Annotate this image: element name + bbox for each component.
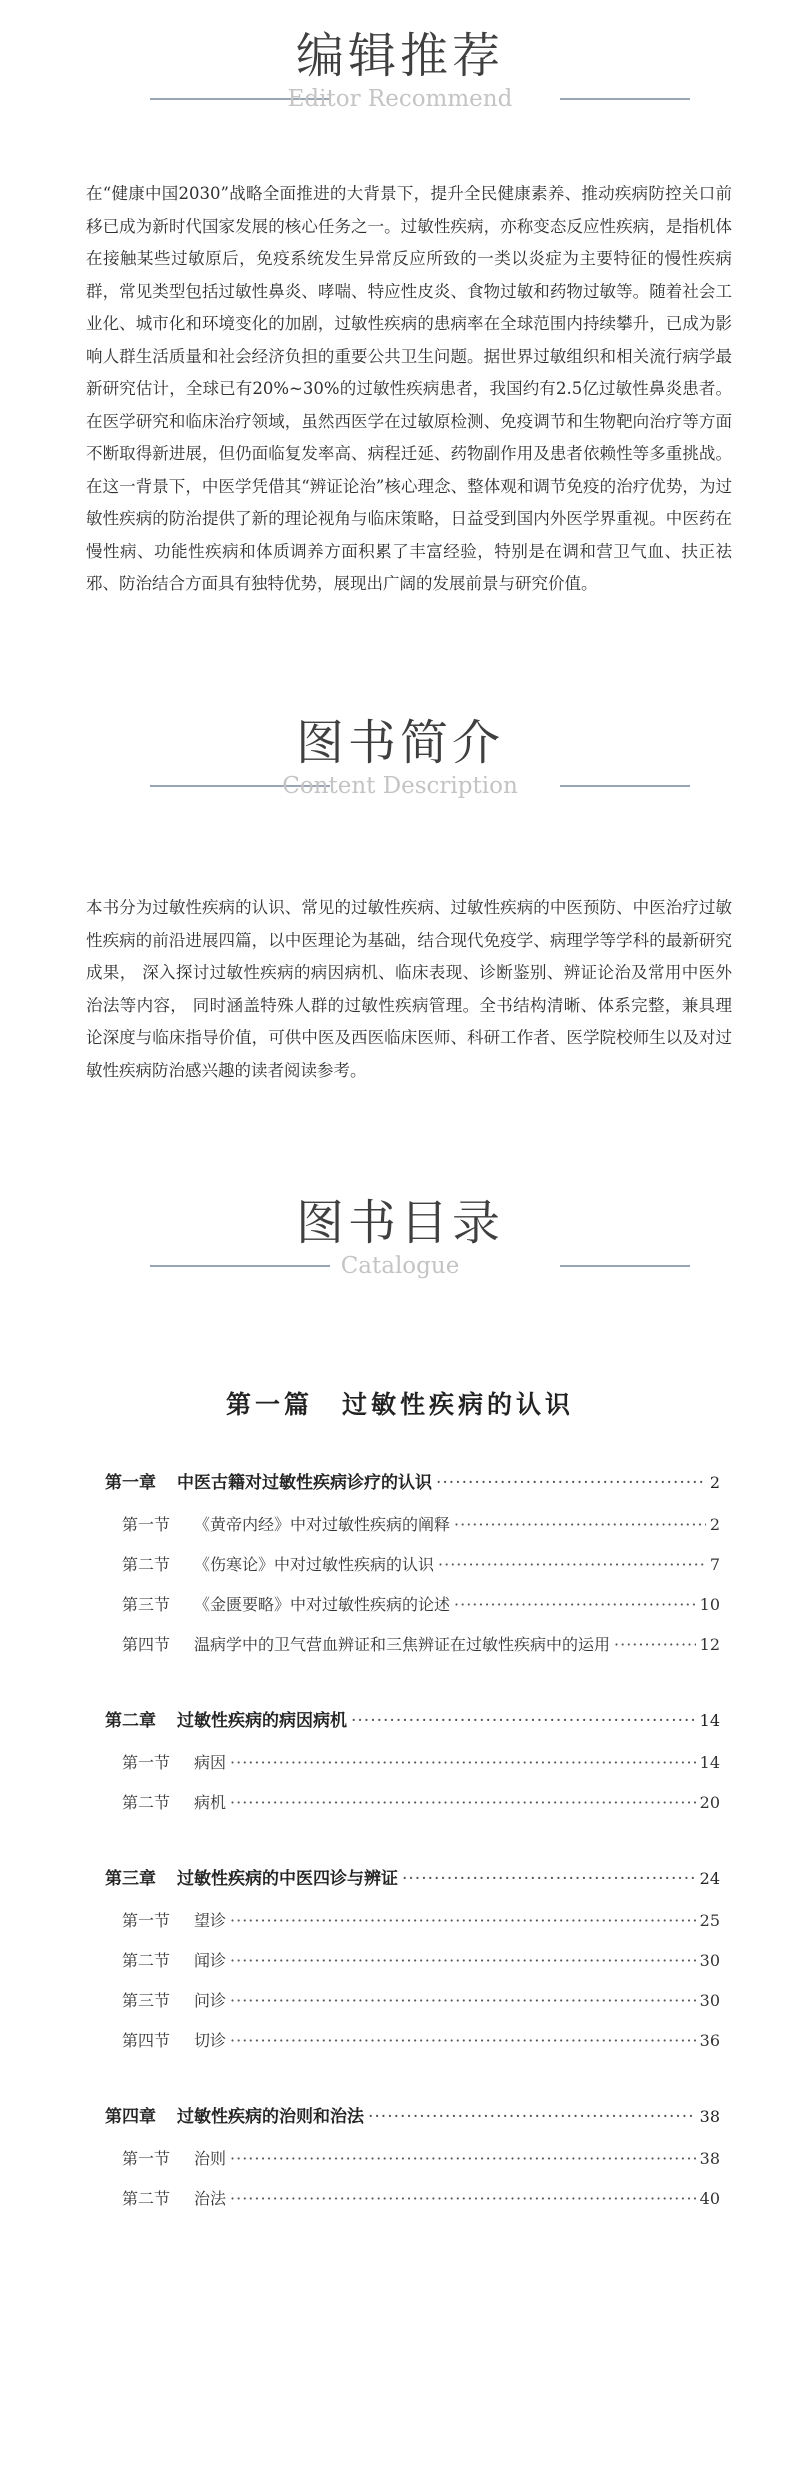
toc-section-row: [105, 2028, 720, 2068]
editor-recommend-title: 编辑推荐: [295, 28, 504, 84]
entry-number: 第一节: [122, 1911, 171, 1930]
dot-leader: [230, 1991, 696, 2010]
page-number: 2: [709, 1473, 720, 1492]
entry-title: 过敏性疾病的病因病机: [177, 1711, 347, 1731]
toc-section-row: [105, 1592, 720, 1632]
entry-title: 切诊: [194, 2031, 227, 2050]
entry-title: 《伤寒论》中对过敏性疾病的认识: [194, 1555, 435, 1574]
toc-section-row: [105, 1750, 720, 1790]
entry-title: 治法: [194, 2189, 227, 2208]
entry-number: 第四节: [122, 2031, 171, 2050]
page-number: 40: [699, 2189, 720, 2208]
toc-section-row: [105, 2146, 720, 2186]
page-number: 20: [699, 1793, 720, 1812]
entry-title: 闻诊: [194, 1951, 227, 1970]
entry-number: 第三章: [105, 1869, 156, 1889]
dot-leader: [436, 1473, 706, 1493]
dot-leader: [454, 1515, 706, 1534]
dot-leader: [230, 1793, 696, 1812]
entry-title: 问诊: [194, 1991, 227, 2010]
dot-leader: [351, 1711, 696, 1731]
dot-leader: [230, 1753, 696, 1772]
toc-chapter: [105, 1468, 720, 1672]
dot-leader: [230, 2149, 696, 2168]
page-number: 2: [709, 1515, 720, 1534]
toc-section-row: [105, 1790, 720, 1830]
entry-number: 第三节: [122, 1991, 171, 2010]
content-description-title: 图书简介: [295, 715, 504, 771]
entry-title: 《金匮要略》中对过敏性疾病的论述: [194, 1595, 451, 1614]
dot-leader: [438, 1555, 706, 1574]
entry-number: 第一节: [122, 2149, 171, 2168]
part-title: 第一篇 过敏性疾病的认识: [225, 1390, 574, 1419]
entry-number: 第二节: [122, 1793, 171, 1812]
toc-section-row: [105, 1632, 720, 1672]
toc-section-row: [105, 1512, 720, 1552]
page-number: 36: [699, 2031, 720, 2050]
page-number: 30: [699, 1951, 720, 1970]
page-number: 12: [699, 1635, 720, 1654]
entry-title: 治则: [194, 2149, 227, 2168]
editor-recommend-text: 在“健康中国2030”战略全面推进的大背景下，提升全民健康素养、推动疾病防控关口前移已成为新时代国家发展的核心任务之一。过敏性疾病，亦称变态反应性疾病，是指机体在接触某些过敏原后，免疫系统发生异常反应所致的一类以炎症为主要特征的慢性疾病群，常见类型包括过敏性鼻炎、哮喘、特应性皮炎、食物过敏和药物过敏等。随着社会工业化、城市化和环境变化的加剧，过敏性疾病的患病率在全球范围内持续攀升，已成为影响人群生活质量和社会经济负担的重要公共卫生问题。据世界过敏组织和相关流行病学最新研究估计，全球已有20%~30%的过敏性疾病患者，我国约有2.5亿过敏性鼻炎患者。在医学研究和临床治疗领域，虽然西医学在过敏原检测、免疫调节和生物靶向治疗等方面不断取得新进展，但仍面临复发率高、病程迁延、药物副作用及患者依赖性等多重挑战。在这一背景下，中医学凭借其“辨证论治”核心理念、整体观和调节免疫的治疗优势，为过敏性疾病的防治提供了新的理论视角与临床策略，日益受到国内外医学界重视。中医药在慢性病、功能性疾病和体质调养方面积累了丰富经验，特别是在调和营卫气血、扶正祛邪、防治结合方面具有独特优势，展现出广阔的发展前景与研究价值。: [86, 184, 732, 593]
entry-title: 温病学中的卫气营血辨证和三焦辨证在过敏性疾病中的运用: [194, 1635, 611, 1654]
entry-title: 望诊: [194, 1911, 227, 1930]
toc-chapter-row: [105, 1864, 720, 1908]
dot-leader: [230, 2189, 696, 2208]
content-description-text: 本书分为过敏性疾病的认识、常见的过敏性疾病、过敏性疾病的中医预防、中医治疗过敏性疾病的前沿进展四篇，以中医理论为基础，结合现代免疫学、病理学等学科的最新研究成果， 深入探讨过敏性疾病的病因病机、临床表现、诊断鉴别、辨证论治及常用中医外治法等内容， 同时涵盖特殊人群的过敏性疾病管理。全书结构清晰、体系完整，兼具理论深度与临床指导价值，可供中医及西医临床医师、科研工作者、医学院校师生以及对过敏性疾病防治感兴趣的读者阅读参考。: [86, 898, 732, 1080]
page-number: 14: [699, 1753, 720, 1772]
entry-title: 病因: [194, 1753, 227, 1772]
dot-leader: [230, 2031, 696, 2050]
dot-leader: [230, 1951, 696, 1970]
catalogue-subtitle: Catalogue: [340, 1253, 460, 1279]
entry-number: 第三节: [122, 1595, 171, 1614]
toc-chapter-row: [105, 1706, 720, 1750]
page-number: 30: [699, 1991, 720, 2010]
toc-chapter-row: [105, 2102, 720, 2146]
dot-leader: [230, 1911, 696, 1930]
entry-title: 病机: [194, 1793, 227, 1812]
editor-recommend-subtitle: Editor Recommend: [287, 86, 513, 112]
toc-chapter: [105, 2102, 720, 2226]
entry-title: 中医古籍对过敏性疾病诊疗的认识: [177, 1473, 432, 1493]
catalogue-header: [0, 1195, 800, 1283]
editor-recommend-header: [0, 28, 800, 116]
toc-chapter: [105, 1864, 720, 2068]
entry-number: 第四节: [122, 1635, 171, 1654]
dot-leader: [454, 1595, 696, 1614]
entry-number: 第二节: [122, 1951, 171, 1970]
entry-number: 第四章: [105, 2107, 156, 2127]
page-number: 25: [699, 1911, 720, 1930]
toc-section-row: [105, 1948, 720, 1988]
page-number: 7: [709, 1555, 720, 1574]
toc-section-row: [105, 1552, 720, 1592]
entry-title: 过敏性疾病的中医四诊与辨证: [177, 1869, 398, 1889]
page-number: 38: [699, 2107, 720, 2126]
toc-section-row: [105, 1908, 720, 1948]
entry-number: 第二节: [122, 1555, 171, 1574]
toc-section-row: [105, 2186, 720, 2226]
table-of-contents: [105, 1468, 720, 2260]
toc-section-row: [105, 1988, 720, 2028]
entry-number: 第二章: [105, 1711, 156, 1731]
entry-number: 第一节: [122, 1753, 171, 1772]
content-description-subtitle: Content Description: [282, 773, 518, 799]
content-description-header: [0, 715, 800, 803]
page-number: 38: [699, 2149, 720, 2168]
toc-chapter: [105, 1706, 720, 1830]
entry-title: 过敏性疾病的治则和治法: [177, 2107, 364, 2127]
entry-number: 第一节: [122, 1515, 171, 1534]
toc-chapter-row: [105, 1468, 720, 1512]
dot-leader: [402, 1869, 696, 1889]
entry-title: 《黄帝内经》中对过敏性疾病的阐释: [194, 1515, 451, 1534]
catalogue-title: 图书目录: [295, 1195, 504, 1251]
page-number: 10: [699, 1595, 720, 1614]
dot-leader: [368, 2107, 696, 2127]
entry-number: 第一章: [105, 1473, 156, 1493]
page-number: 24: [699, 1869, 720, 1888]
page-number: 14: [699, 1711, 720, 1730]
dot-leader: [614, 1635, 696, 1654]
entry-number: 第二节: [122, 2189, 171, 2208]
